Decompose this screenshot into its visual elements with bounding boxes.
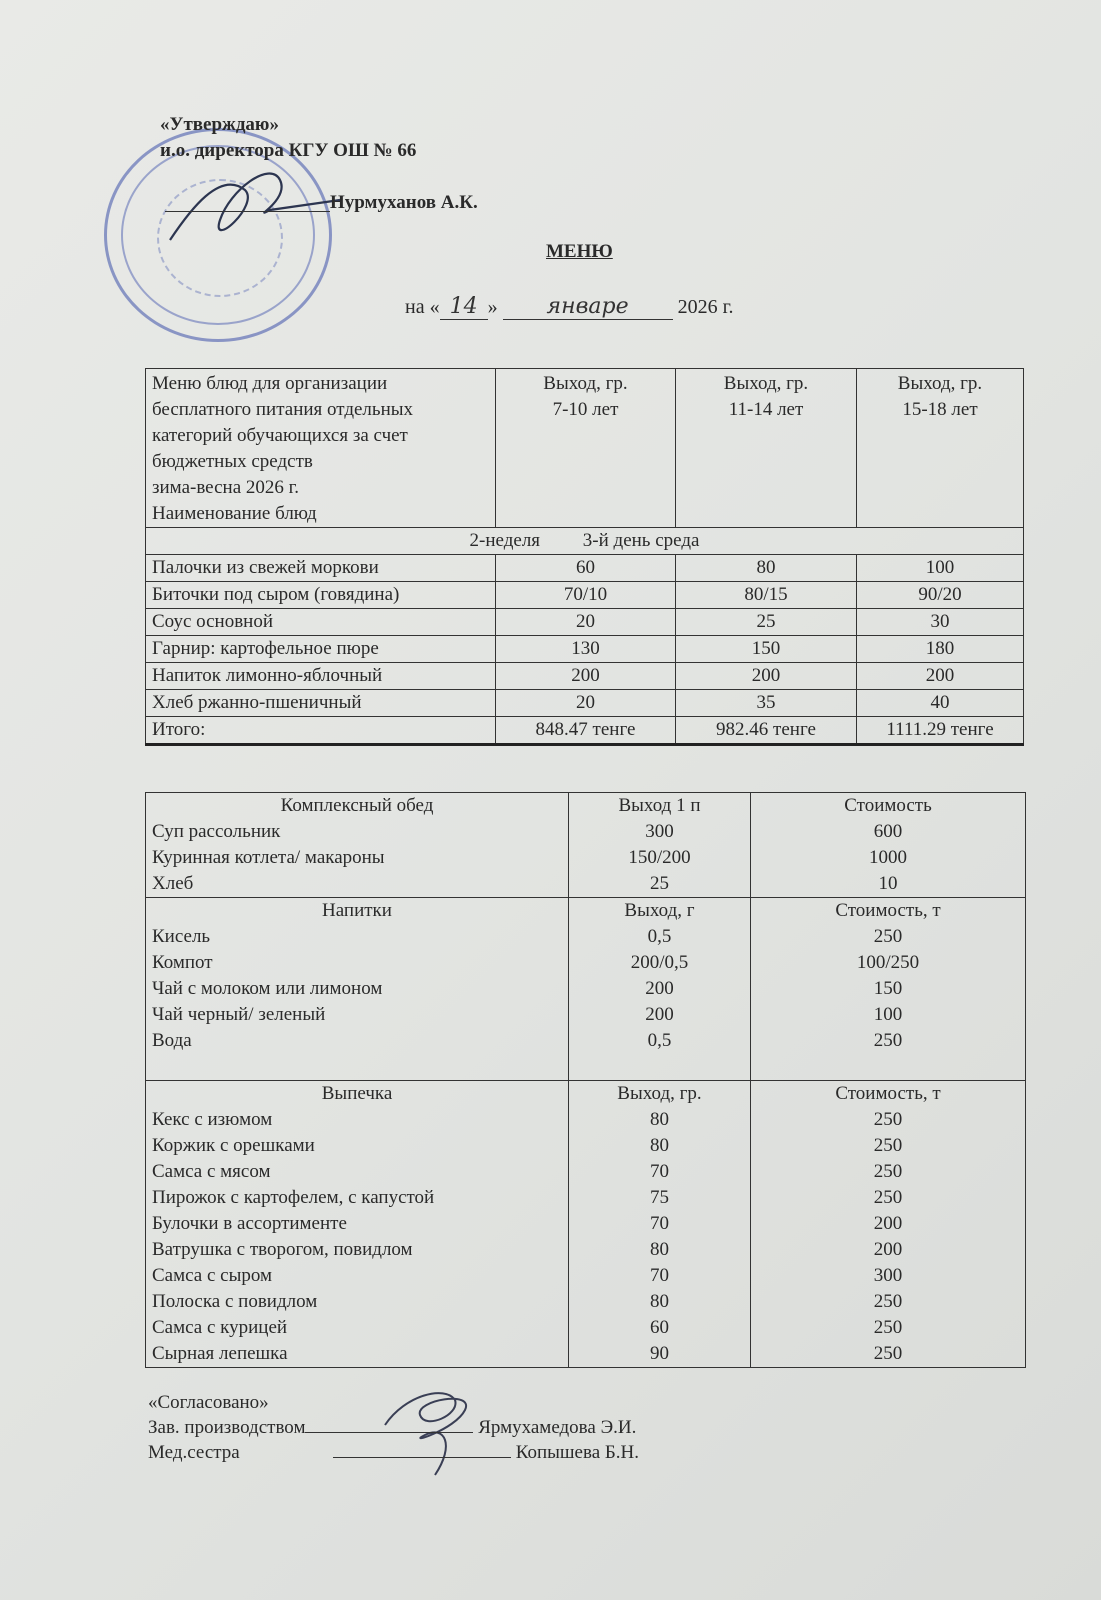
free-meals-table xyxy=(145,368,1024,746)
menu-row xyxy=(146,690,1024,717)
paid-menu-table xyxy=(145,792,1026,1368)
section-item-price: 200 xyxy=(873,1213,903,1234)
section-heading: Напитки xyxy=(322,900,392,921)
section-item-price: 250 xyxy=(873,1187,903,1208)
section-item-name: Чай с молоком или лимоном xyxy=(152,978,383,999)
total-11-14: 982.46 тенге xyxy=(676,717,857,745)
header-line: бесплатного питания отдельных xyxy=(152,399,413,420)
week-label: 2-неделя xyxy=(469,530,541,551)
item-names xyxy=(146,793,569,898)
section-heading: Стоимость xyxy=(844,795,932,816)
section-heading: Выход 1 п xyxy=(618,795,701,816)
yield-15-18: 100 xyxy=(857,555,1024,582)
section-item-name: Пирожок с картофелем, с капустой xyxy=(152,1187,435,1208)
section-item-name: Вода xyxy=(152,1030,192,1051)
yield-11-14: 80 xyxy=(676,555,857,582)
total-15-18: 1111.29 тенге xyxy=(857,717,1024,745)
menu-section xyxy=(146,793,1026,898)
section-item-price: 10 xyxy=(878,873,898,894)
yield-11-14: 25 xyxy=(676,609,857,636)
section-item-price: 250 xyxy=(873,1030,903,1051)
section-item-out: 300 xyxy=(645,821,674,842)
header-line: Меню блюд для организации xyxy=(152,373,388,394)
section-item-price: 250 xyxy=(873,1135,903,1156)
header-age: 15-18 лет xyxy=(902,399,978,420)
dish-name: Биточки под сыром (говядина) xyxy=(146,582,496,609)
yield-15-18: 180 xyxy=(857,636,1024,663)
section-heading: Стоимость, т xyxy=(835,1083,941,1104)
header-line: Наименование блюд xyxy=(152,503,317,524)
signature-line xyxy=(165,211,330,212)
date-month: январе xyxy=(503,294,673,320)
date-mid: » xyxy=(487,296,498,318)
header-line: категорий обучающихся за счет xyxy=(152,425,408,446)
total-label: Итого: xyxy=(146,717,496,745)
section-item-out: 200 xyxy=(645,1004,674,1025)
item-yields xyxy=(569,793,751,898)
dish-name: Гарнир: картофельное пюре xyxy=(146,636,496,663)
footer-line-production xyxy=(148,1417,636,1439)
header-age-15-18 xyxy=(857,369,1024,528)
section-item-name: Самса с мясом xyxy=(152,1161,271,1182)
total-7-10: 848.47 тенге xyxy=(496,717,676,745)
menu-section xyxy=(146,1081,1026,1368)
yield-15-18: 40 xyxy=(857,690,1024,717)
section-item-name: Кекс с изюмом xyxy=(152,1109,273,1130)
section-heading: Выход, г xyxy=(624,900,695,921)
yield-7-10: 130 xyxy=(496,636,676,663)
section-item-price: 100 xyxy=(873,1004,903,1025)
role-label: Зав. производством xyxy=(148,1417,306,1438)
section-item-out: 200/0,5 xyxy=(630,952,689,973)
section-item-out: 60 xyxy=(650,1317,669,1338)
approval-label: «Утверждаю» xyxy=(160,114,279,135)
week-day-cell xyxy=(146,528,1024,555)
section-item-out: 80 xyxy=(650,1239,669,1260)
section-item-price: 1000 xyxy=(869,847,907,868)
item-names xyxy=(146,898,569,1081)
item-prices xyxy=(751,898,1026,1081)
header-age: 7-10 лет xyxy=(552,399,619,420)
yield-7-10: 20 xyxy=(496,609,676,636)
section-item-price: 150 xyxy=(873,978,903,999)
section-item-out: 200 xyxy=(645,978,674,999)
page-title: МЕНЮ xyxy=(546,241,613,262)
section-heading: Выпечка xyxy=(321,1083,393,1104)
header-age-11-14 xyxy=(676,369,857,528)
section-heading: Выход, гр. xyxy=(617,1083,702,1104)
header-label: Выход, гр. xyxy=(897,373,983,394)
date-prefix: на « xyxy=(405,296,440,318)
role-label: Мед.сестра xyxy=(148,1442,240,1463)
section-item-price: 200 xyxy=(873,1239,903,1260)
section-heading: Стоимость, т xyxy=(835,900,941,921)
section-item-price: 250 xyxy=(873,1161,903,1182)
section-item-out: 80 xyxy=(650,1109,669,1130)
section-item-name: Булочки в ассортименте xyxy=(152,1213,347,1234)
yield-15-18: 90/20 xyxy=(857,582,1024,609)
table-header-row xyxy=(146,369,1024,528)
header-age: 11-14 лет xyxy=(728,399,804,420)
section-item-price: 250 xyxy=(873,1317,903,1338)
agreed-label: «Согласовано» xyxy=(148,1392,269,1413)
section-item-name: Суп рассольник xyxy=(152,821,281,842)
header-label: Выход, гр. xyxy=(543,373,628,394)
signature-line xyxy=(305,1432,473,1433)
footer-line-nurse xyxy=(148,1442,639,1464)
item-names xyxy=(146,1081,569,1368)
item-yields xyxy=(569,898,751,1081)
dish-name: Палочки из свежей моркови xyxy=(146,555,496,582)
dish-name: Хлеб ржанно-пшеничный xyxy=(146,690,496,717)
section-item-name: Полоска с повидлом xyxy=(152,1291,318,1312)
section-item-name: Кисель xyxy=(152,926,211,947)
dish-name: Напиток лимонно-яблочный xyxy=(146,663,496,690)
section-item-name: Коржик с орешками xyxy=(152,1135,315,1156)
section-item-out: 80 xyxy=(650,1291,669,1312)
section-item-out: 70 xyxy=(650,1161,669,1182)
header-label: Выход, гр. xyxy=(723,373,809,394)
section-item-out: 70 xyxy=(650,1265,669,1286)
section-item-name: Сырная лепешка xyxy=(152,1343,288,1364)
signer-name: Копышева Б.Н. xyxy=(515,1442,640,1463)
section-item-out: 90 xyxy=(650,1343,669,1364)
date-year: 2026 г. xyxy=(677,296,734,318)
item-prices xyxy=(751,1081,1026,1368)
menu-row xyxy=(146,636,1024,663)
yield-15-18: 30 xyxy=(857,609,1024,636)
section-item-out: 25 xyxy=(650,873,669,894)
section-heading: Комплексный обед xyxy=(280,795,434,816)
section-item-price: 600 xyxy=(873,821,903,842)
director-name: Нурмуханов А.К. xyxy=(330,192,478,213)
section-item-name: Самса с курицей xyxy=(152,1317,288,1338)
item-prices xyxy=(751,793,1026,898)
yield-7-10: 200 xyxy=(496,663,676,690)
signer-name: Ярмухамедова Э.И. xyxy=(478,1417,637,1438)
header-age-7-10 xyxy=(496,369,676,528)
section-item-name: Самса с сыром xyxy=(152,1265,273,1286)
menu-date xyxy=(405,294,734,320)
section-item-name: Чай черный/ зеленый xyxy=(152,1004,326,1025)
section-item-price: 250 xyxy=(873,1291,903,1312)
total-row xyxy=(146,717,1024,745)
header-name-col xyxy=(146,369,496,528)
header-line: бюджетных средств xyxy=(152,451,313,472)
yield-15-18: 200 xyxy=(857,663,1024,690)
section-item-out: 70 xyxy=(650,1213,669,1234)
section-item-price: 300 xyxy=(873,1265,903,1286)
yield-11-14: 80/15 xyxy=(676,582,857,609)
section-item-out: 80 xyxy=(650,1135,669,1156)
section-item-name: Хлеб xyxy=(152,873,194,894)
yield-11-14: 35 xyxy=(676,690,857,717)
menu-row xyxy=(146,663,1024,690)
menu-row xyxy=(146,555,1024,582)
approval-position: и.о. директора КГУ ОШ № 66 xyxy=(160,140,417,161)
header-line: зима-весна 2026 г. xyxy=(152,477,300,498)
day-label: 3-й день среда xyxy=(582,530,700,551)
menu-row xyxy=(146,609,1024,636)
week-day-row xyxy=(146,528,1024,555)
yield-7-10: 60 xyxy=(496,555,676,582)
section-item-price: 250 xyxy=(873,926,903,947)
yield-11-14: 150 xyxy=(676,636,857,663)
yield-7-10: 70/10 xyxy=(496,582,676,609)
yield-11-14: 200 xyxy=(676,663,857,690)
section-item-name: Куринная котлета/ макароны xyxy=(152,847,385,868)
item-yields xyxy=(569,1081,751,1368)
director-signature xyxy=(150,150,350,260)
signature-line xyxy=(333,1457,511,1458)
date-day: 14 xyxy=(440,294,488,320)
menu-row xyxy=(146,582,1024,609)
section-item-out: 0,5 xyxy=(647,1030,672,1051)
section-item-price: 100/250 xyxy=(856,952,920,973)
section-item-name: Ватрушка с творогом, повидлом xyxy=(152,1239,413,1260)
yield-7-10: 20 xyxy=(496,690,676,717)
menu-section xyxy=(146,898,1026,1081)
section-item-price: 250 xyxy=(873,1109,903,1130)
dish-name: Соус основной xyxy=(146,609,496,636)
section-item-price: 250 xyxy=(873,1343,903,1364)
section-item-out: 150/200 xyxy=(628,847,691,868)
section-item-name: Компот xyxy=(152,952,213,973)
section-item-out: 0,5 xyxy=(647,926,672,947)
section-item-out: 75 xyxy=(650,1187,669,1208)
